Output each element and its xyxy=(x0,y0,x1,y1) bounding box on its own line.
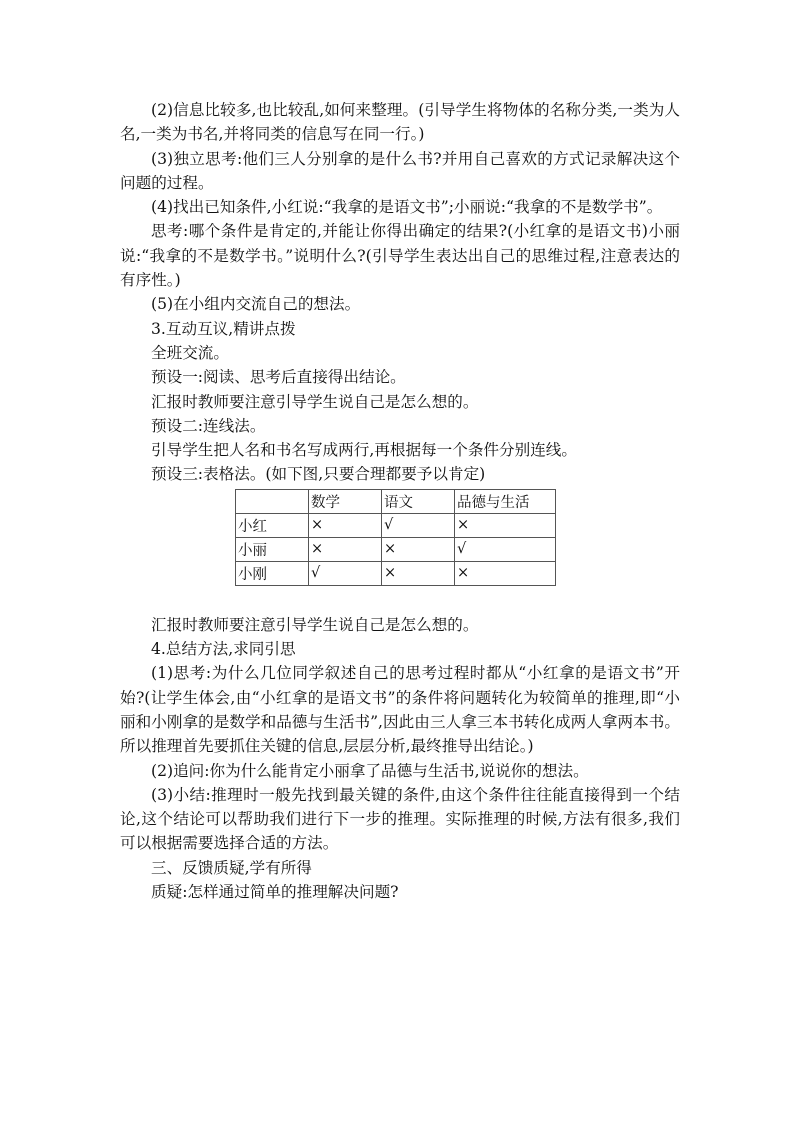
table-cell: × xyxy=(455,513,556,537)
reasoning-table-wrapper xyxy=(235,489,680,586)
table-header-cell: 语文 xyxy=(382,489,455,513)
reasoning-table xyxy=(235,489,556,586)
table-cell: × xyxy=(382,537,455,561)
paragraph-step-2: (2)信息比较多,也比较乱,如何来整理。(引导学生将物体的名称分类,一类为人名,一类为书名,并将同类的信息写在同一行。) xyxy=(120,101,680,144)
table-header-cell: 品德与生活 xyxy=(455,489,556,513)
paragraph-preset-2: 预设二:连线法。 xyxy=(151,416,266,435)
table-cell: √ xyxy=(309,561,382,585)
paragraph-class-exchange: 全班交流。 xyxy=(151,343,229,362)
paragraph-step-4: (4)找出已知条件,小红说:“我拿的是语文书”;小丽说:“我拿的不是数学书”。 xyxy=(151,198,663,217)
table-header-cell xyxy=(236,489,309,513)
spacer xyxy=(120,586,680,613)
table-cell: × xyxy=(309,537,382,561)
document-body xyxy=(120,98,680,904)
paragraph-preset-1: 预设一:阅读、思考后直接得出结论。 xyxy=(151,368,406,387)
section-heading-feedback: 三、反馈质疑,学有所得 xyxy=(151,858,312,877)
table-cell: × xyxy=(382,561,455,585)
paragraph-step-5: (5)在小组内交流自己的想法。 xyxy=(151,295,361,314)
table-cell: √ xyxy=(382,513,455,537)
section-heading-3: 3.互动互议,精讲点拨 xyxy=(151,319,296,338)
table-row xyxy=(236,537,556,561)
paragraph-summary-think: (1)思考:为什么几位同学叙述自己的思考过程时都从“小红拿的是语文书”开始?(让学生体会,由“小红拿的是语文书”的条件将问题转化为较简单的推理,即“小丽和小刚拿的是数学和品德与生活书”,因此由三人拿三本书转化成两人拿两本书。所以推理首先要抓住关键的信息,层层分析,最终推导出结论。) xyxy=(120,664,680,756)
paragraph-line-method: 引导学生把人名和书名写成两行,再根据每一个条件分别连线。 xyxy=(151,441,577,460)
table-cell: √ xyxy=(455,537,556,561)
table-header-row xyxy=(236,489,556,513)
table-cell: × xyxy=(455,561,556,585)
table-row-label: 小丽 xyxy=(236,537,309,561)
table-row xyxy=(236,561,556,585)
paragraph-conclusion: (3)小结:推理时一般先找到最关键的条件,由这个条件往往能直接得到一个结论,这个结论可以帮助我们进行下一步的推理。实际推理的时候,方法有很多,我们可以根据需要选择合适的方法。 xyxy=(120,785,680,853)
table-row-label: 小红 xyxy=(236,513,309,537)
table-cell: × xyxy=(309,513,382,537)
paragraph-report-note-2: 汇报时教师要注意引导学生说自己是怎么想的。 xyxy=(151,615,479,634)
paragraph-preset-3: 预设三:表格法。(如下图,只要合理都要予以肯定) xyxy=(151,465,486,484)
paragraph-followup: (2)追问:你为什么能肯定小丽拿了品德与生活书,说说你的想法。 xyxy=(151,761,589,780)
table-row xyxy=(236,513,556,537)
table-row-label: 小刚 xyxy=(236,561,309,585)
section-heading-4: 4.总结方法,求同引思 xyxy=(151,640,296,659)
table-header-cell: 数学 xyxy=(309,489,382,513)
paragraph-report-note: 汇报时教师要注意引导学生说自己是怎么想的。 xyxy=(151,392,479,411)
paragraph-step-3: (3)独立思考:他们三人分别拿的是什么书?并用自己喜欢的方式记录解决这个问题的过程。 xyxy=(120,149,680,192)
paragraph-think: 思考:哪个条件是肯定的,并能让你得出确定的结果?(小红拿的是语文书)小丽说:“我拿的不是数学书。”说明什么?(引导学生表达出自己的思维过程,注意表达的有序性。) xyxy=(120,222,680,290)
paragraph-question: 质疑:怎样通过简单的推理解决问题? xyxy=(151,883,399,902)
